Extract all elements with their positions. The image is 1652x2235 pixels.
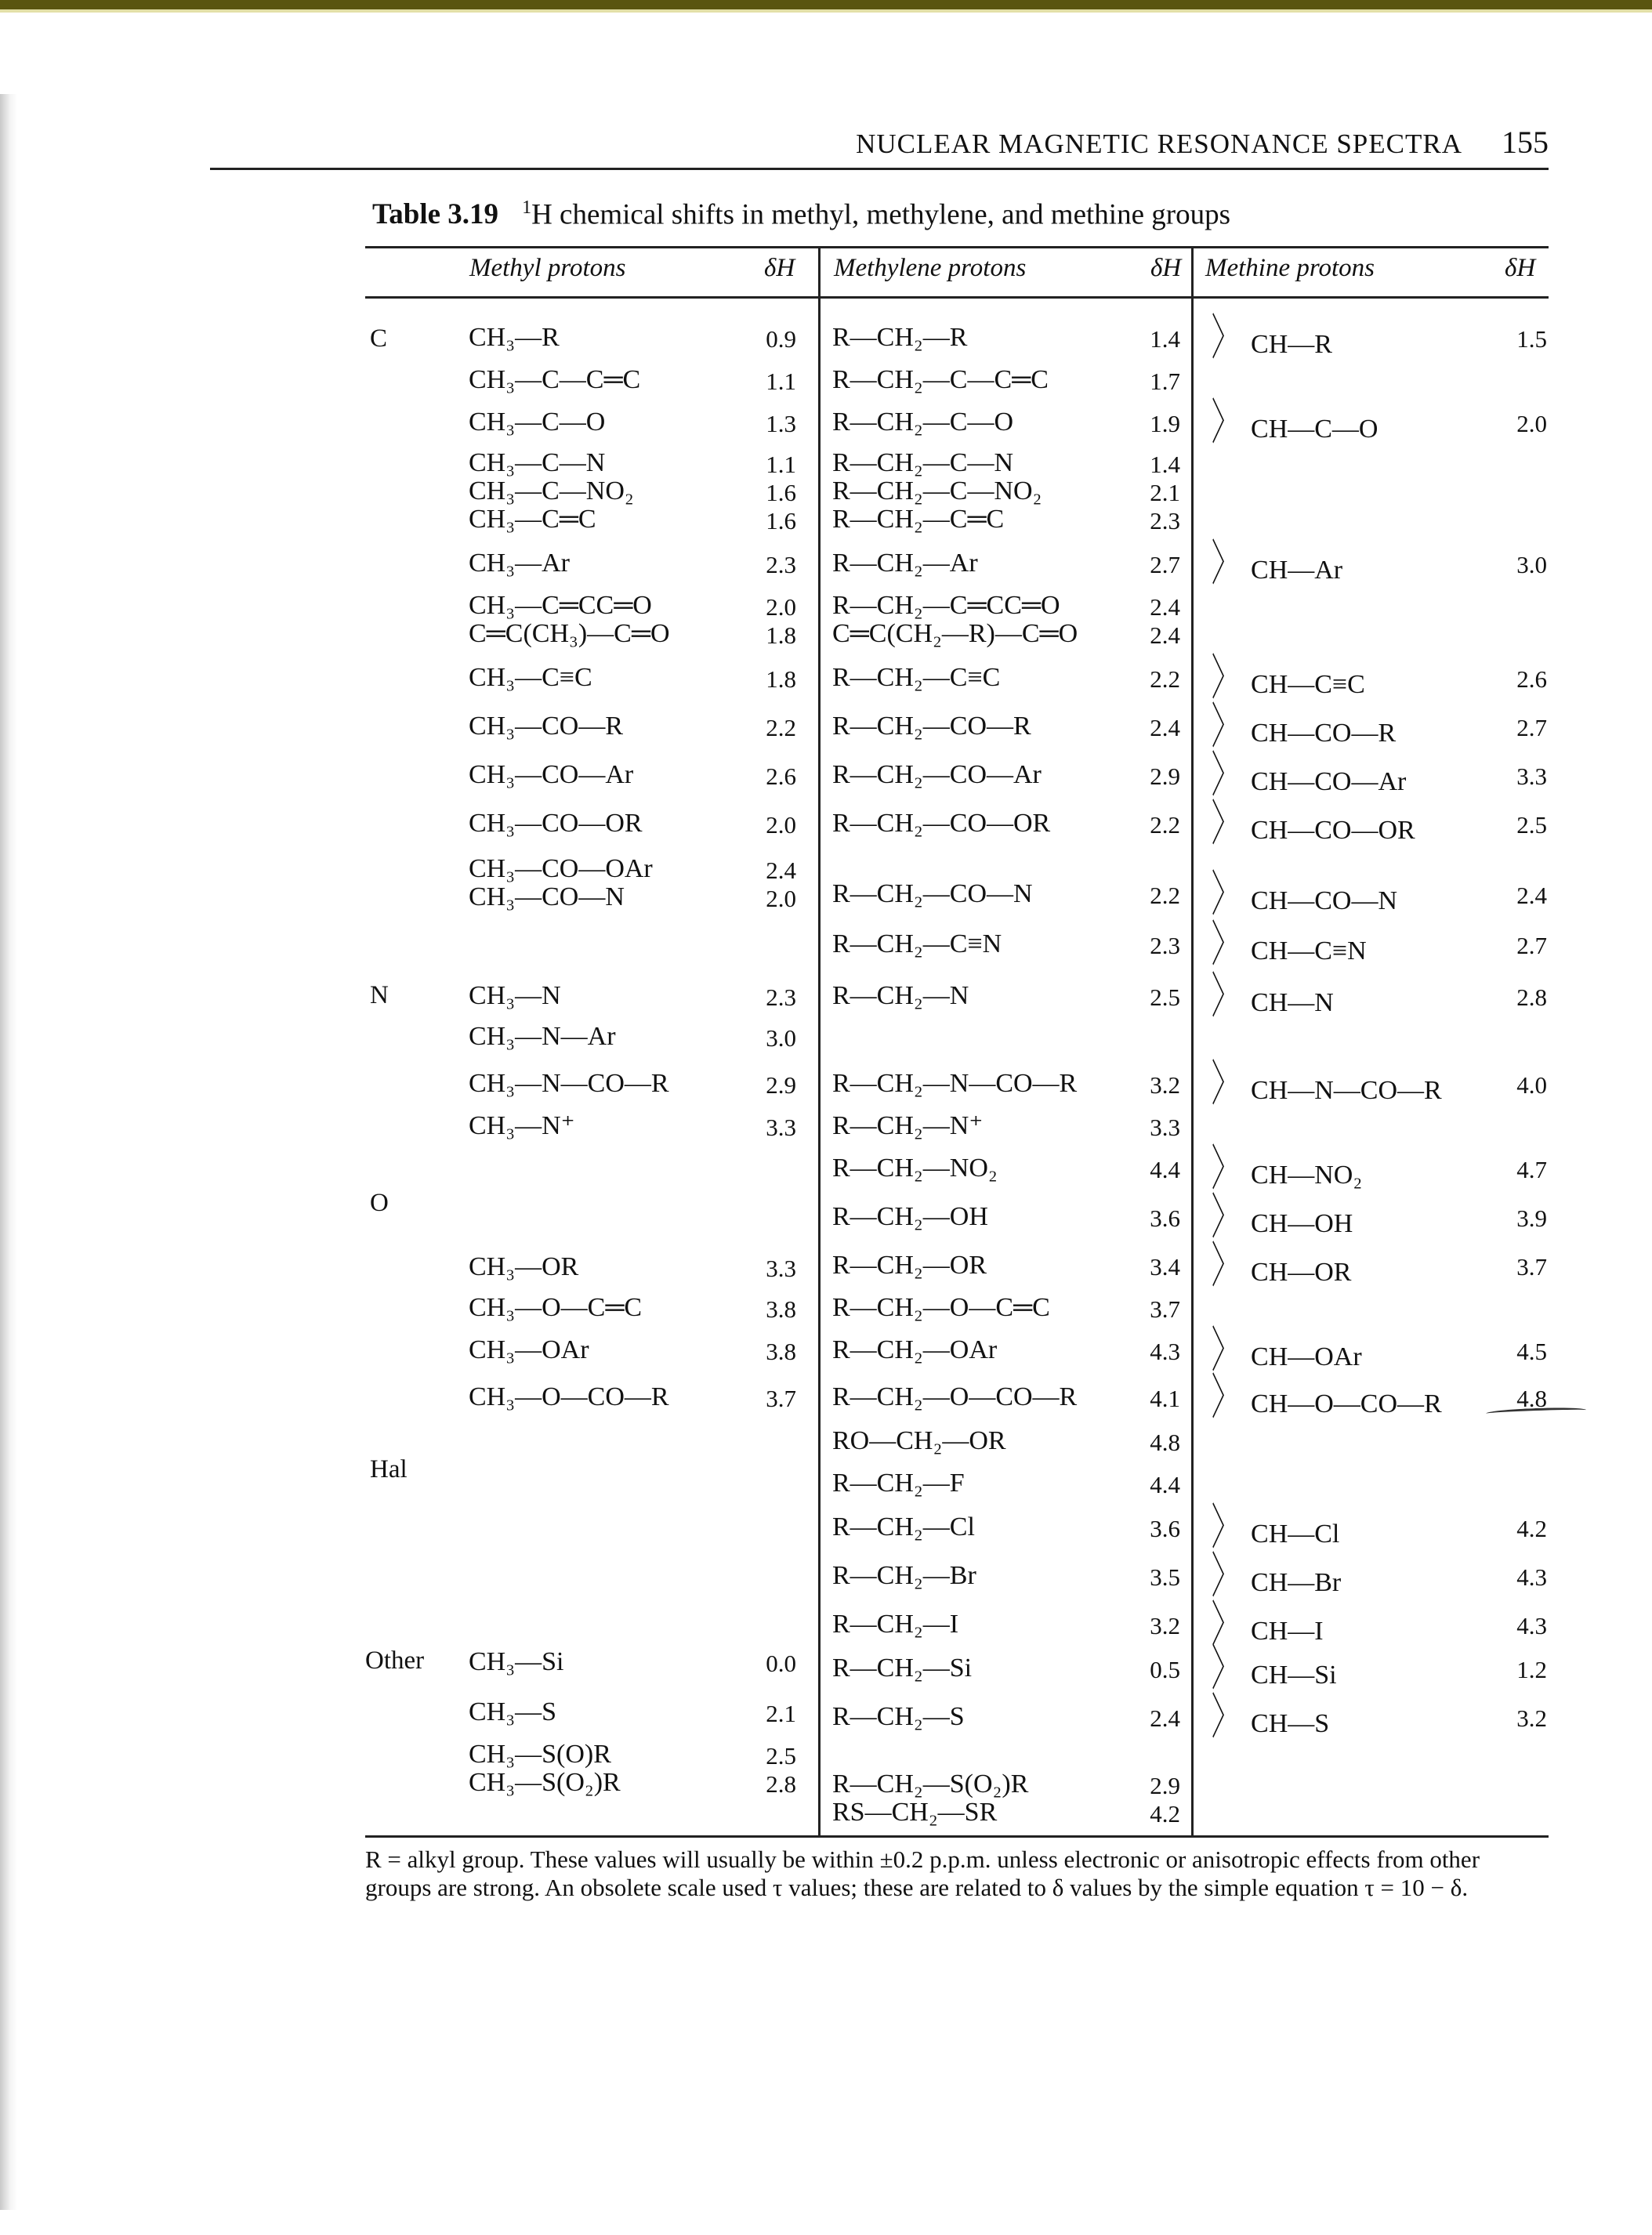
methyl-shift: 2.2 bbox=[766, 714, 796, 741]
branch-mark-icon: 〉 bbox=[1212, 1058, 1239, 1111]
header-delta-3: δH bbox=[1505, 254, 1536, 282]
methylene-shift: 3.6 bbox=[1150, 1515, 1180, 1542]
methyl-shift: 2.0 bbox=[766, 811, 796, 839]
methyl-formula: CH₃—C—NO₂ bbox=[469, 476, 634, 505]
methylene-formula: R—CH₂—I bbox=[832, 1610, 959, 1639]
methyl-shift: 2.8 bbox=[766, 1770, 796, 1798]
methyl-shift: 1.1 bbox=[766, 368, 796, 395]
caption-superscript: 1 bbox=[522, 197, 532, 218]
methine-shift: 2.7 bbox=[1516, 714, 1547, 741]
methyl-formula: CH₃—Si bbox=[469, 1647, 564, 1676]
group-label-c: C bbox=[370, 324, 388, 353]
methylene-formula: R—CH₂—C—N bbox=[832, 448, 1013, 477]
methyl-shift: 1.6 bbox=[766, 507, 796, 534]
methine-shift: 2.6 bbox=[1516, 665, 1547, 693]
group-label-other: Other bbox=[365, 1646, 425, 1675]
methyl-shift: 2.1 bbox=[766, 1700, 796, 1727]
methyl-formula: CH₃—C═C bbox=[469, 505, 596, 534]
methyl-shift: 1.3 bbox=[766, 410, 796, 437]
methylene-shift: 3.4 bbox=[1150, 1253, 1180, 1281]
methine-formula bbox=[1212, 1371, 1442, 1425]
methine-formula bbox=[1212, 749, 1407, 802]
methine-formula bbox=[1212, 1058, 1442, 1111]
methylene-formula: C═C(CH₂—R)—C═O bbox=[832, 619, 1078, 648]
branch-mark-icon: 〉 bbox=[1212, 1191, 1239, 1244]
methylene-formula: R—CH₂—NO₂ bbox=[832, 1154, 998, 1183]
methyl-shift: 3.3 bbox=[766, 1114, 796, 1141]
methyl-formula: CH₃—OR bbox=[469, 1252, 579, 1281]
methine-shift: 2.4 bbox=[1516, 882, 1547, 909]
methine-formula-text: CH—CO—N bbox=[1251, 886, 1398, 915]
methine-formula bbox=[1212, 1643, 1337, 1696]
methylene-shift: 1.9 bbox=[1150, 410, 1180, 437]
methylene-formula: R—CH₂—OR bbox=[832, 1251, 987, 1280]
branch-mark-icon: 〉 bbox=[1212, 1324, 1239, 1378]
header-delta-1: δH bbox=[764, 254, 795, 282]
methylene-shift: 3.6 bbox=[1150, 1204, 1180, 1232]
branch-mark-icon: 〉 bbox=[1212, 1550, 1239, 1603]
table-bottom-rule bbox=[365, 1835, 1549, 1838]
table-footnote: R = alkyl group. These values will usually be within ±0.2 p.p.m. unless electronic or anisotropic effects from other groups are strong. An obsolete scale used τ values; these are related to δ values by the simple equation τ = 10 − δ. bbox=[365, 1846, 1480, 1901]
methylene-shift: 1.4 bbox=[1150, 451, 1180, 478]
methine-formula bbox=[1212, 970, 1334, 1023]
header-methylene: Methylene protons bbox=[834, 254, 1027, 282]
methine-shift: 3.3 bbox=[1516, 763, 1547, 790]
methyl-formula: CH₃—CO—OAr bbox=[469, 854, 653, 883]
methylene-shift: 2.4 bbox=[1150, 621, 1180, 649]
methyl-shift: 0.9 bbox=[766, 325, 796, 353]
methyl-formula: CH₃—CO—OR bbox=[469, 809, 643, 838]
methine-formula-text: CH—CO—OR bbox=[1251, 816, 1415, 845]
methyl-shift: 3.7 bbox=[766, 1385, 796, 1412]
methine-shift: 4.5 bbox=[1516, 1338, 1547, 1365]
methine-formula bbox=[1212, 652, 1365, 705]
methylene-shift: 3.2 bbox=[1150, 1071, 1180, 1099]
methylene-formula: R—CH₂—C═C bbox=[832, 505, 1005, 534]
branch-mark-icon: 〉 bbox=[1212, 868, 1239, 922]
branch-mark-icon: 〉 bbox=[1212, 970, 1239, 1023]
branch-mark-icon: 〉 bbox=[1212, 798, 1239, 851]
methine-formula-text: CH—Ar bbox=[1251, 556, 1343, 585]
methylene-shift: 2.1 bbox=[1150, 479, 1180, 506]
methyl-shift: 2.0 bbox=[766, 885, 796, 912]
methine-formula bbox=[1212, 1550, 1342, 1603]
methine-shift: 4.0 bbox=[1516, 1071, 1547, 1099]
methine-formula bbox=[1212, 312, 1332, 365]
methyl-formula: C═C(CH₃)—C═O bbox=[469, 619, 670, 648]
branch-mark-icon: 〉 bbox=[1212, 312, 1239, 365]
methine-formula-text: CH—R bbox=[1251, 330, 1332, 359]
methine-shift: 3.2 bbox=[1516, 1704, 1547, 1732]
methylene-shift: 3.7 bbox=[1150, 1295, 1180, 1323]
methyl-shift: 1.6 bbox=[766, 479, 796, 506]
methine-shift: 2.7 bbox=[1516, 932, 1547, 959]
branch-mark-icon: 〉 bbox=[1212, 749, 1239, 802]
methylene-shift: 2.5 bbox=[1150, 983, 1180, 1011]
branch-mark-icon: 〉 bbox=[1212, 1240, 1239, 1293]
methyl-formula: CH₃—S bbox=[469, 1697, 556, 1726]
scan-top-band-highlight bbox=[0, 9, 1652, 13]
methyl-formula: CH₃—N—CO—R bbox=[469, 1069, 669, 1098]
methine-shift: 2.0 bbox=[1516, 410, 1547, 437]
column-divider-1 bbox=[818, 246, 821, 1835]
methylene-formula: R—CH₂—N⁺ bbox=[832, 1111, 984, 1140]
methine-shift: 1.5 bbox=[1516, 325, 1547, 353]
methyl-formula: CH₃—CO—R bbox=[469, 712, 623, 741]
caption-text: H chemical shifts in methyl, methylene, and methine groups bbox=[531, 198, 1230, 231]
group-label-o: O bbox=[370, 1189, 389, 1217]
methylene-formula: R—CH₂—O—C═C bbox=[832, 1293, 1050, 1322]
methylene-formula: R—CH₂—C═CC═O bbox=[832, 591, 1060, 620]
methyl-formula: CH₃—OAr bbox=[469, 1335, 589, 1364]
methine-formula-text: CH—Cl bbox=[1251, 1520, 1340, 1549]
methylene-formula: RO—CH₂—OR bbox=[832, 1426, 1006, 1455]
header-methine: Methine protons bbox=[1205, 254, 1375, 282]
methyl-shift: 2.9 bbox=[766, 1071, 796, 1099]
methine-shift: 4.3 bbox=[1516, 1612, 1547, 1639]
methyl-formula: CH₃—CO—Ar bbox=[469, 760, 634, 789]
methylene-formula: R—CH₂—C—NO₂ bbox=[832, 476, 1042, 505]
methyl-formula: CH₃—O—C═C bbox=[469, 1293, 643, 1322]
methylene-formula: R—CH₂—CO—OR bbox=[832, 809, 1051, 838]
methylene-formula: R—CH₂—Br bbox=[832, 1561, 976, 1590]
methine-formula-text: CH—OR bbox=[1251, 1258, 1352, 1287]
methyl-shift: 1.8 bbox=[766, 665, 796, 693]
methyl-shift: 2.4 bbox=[766, 857, 796, 884]
methine-formula bbox=[1212, 1191, 1353, 1244]
methylene-formula: R—CH₂—N—CO—R bbox=[832, 1069, 1078, 1098]
methyl-shift: 3.8 bbox=[766, 1295, 796, 1323]
methine-formula-text: CH—N—CO—R bbox=[1251, 1076, 1442, 1105]
methyl-shift: 2.3 bbox=[766, 551, 796, 578]
methylene-shift: 4.1 bbox=[1150, 1385, 1180, 1412]
methylene-shift: 4.4 bbox=[1150, 1471, 1180, 1498]
methylene-shift: 2.3 bbox=[1150, 507, 1180, 534]
branch-mark-icon: 〉 bbox=[1212, 397, 1239, 450]
methine-formula-text: CH—OH bbox=[1251, 1209, 1353, 1238]
group-label-n: N bbox=[370, 981, 389, 1009]
methylene-shift: 2.2 bbox=[1150, 811, 1180, 839]
methyl-formula: CH₃—N—Ar bbox=[469, 1022, 616, 1051]
methyl-shift: 1.8 bbox=[766, 621, 796, 649]
methyl-formula: CH₃—Ar bbox=[469, 549, 570, 578]
table-top-rule bbox=[365, 246, 1549, 248]
methyl-formula: CH₃—S(O)R bbox=[469, 1740, 611, 1769]
branch-mark-icon: 〉 bbox=[1212, 1371, 1239, 1425]
methyl-formula: CH₃—C═CC═O bbox=[469, 591, 652, 620]
methyl-shift: 2.5 bbox=[766, 1742, 796, 1770]
methylene-shift: 2.3 bbox=[1150, 932, 1180, 959]
methyl-formula: CH₃—C≡C bbox=[469, 663, 592, 692]
branch-mark-icon: 〉 bbox=[1212, 1143, 1239, 1196]
methine-formula-text: CH—N bbox=[1251, 988, 1334, 1017]
methine-formula bbox=[1212, 1599, 1324, 1652]
methine-shift: 1.2 bbox=[1516, 1656, 1547, 1683]
methyl-shift: 2.0 bbox=[766, 593, 796, 621]
methine-shift: 3.0 bbox=[1516, 551, 1547, 578]
methine-formula-text: CH—CO—Ar bbox=[1251, 767, 1407, 796]
methylene-shift: 2.9 bbox=[1150, 1772, 1180, 1799]
methyl-shift: 3.3 bbox=[766, 1255, 796, 1282]
methylene-formula: RS—CH₂—SR bbox=[832, 1798, 998, 1827]
group-label-hal: Hal bbox=[370, 1455, 408, 1483]
methine-formula-text: CH—S bbox=[1251, 1709, 1330, 1738]
methine-formula-text: CH—C≡N bbox=[1251, 936, 1367, 965]
methine-formula-text: CH—OAr bbox=[1251, 1342, 1362, 1371]
methine-formula bbox=[1212, 918, 1367, 972]
methyl-formula: CH₃—C—N bbox=[469, 448, 606, 477]
methylene-shift: 3.5 bbox=[1150, 1563, 1180, 1591]
methylene-shift: 2.2 bbox=[1150, 882, 1180, 909]
branch-mark-icon: 〉 bbox=[1212, 1643, 1239, 1696]
table-header-rule bbox=[365, 296, 1549, 299]
methylene-formula: R—CH₂—CO—N bbox=[832, 879, 1033, 908]
methylene-formula: R—CH₂—Si bbox=[832, 1654, 973, 1683]
methylene-formula: R—CH₂—Cl bbox=[832, 1512, 975, 1541]
methine-formula-text: CH—C≡C bbox=[1251, 670, 1365, 699]
methyl-formula: CH₃—O—CO—R bbox=[469, 1382, 669, 1411]
methyl-formula: CH₃—R bbox=[469, 323, 560, 352]
methylene-formula: R—CH₂—R bbox=[832, 323, 968, 352]
methine-formula-text: CH—CO—R bbox=[1251, 719, 1397, 748]
methylene-shift: 4.8 bbox=[1150, 1429, 1180, 1456]
methylene-formula: R—CH₂—N bbox=[832, 981, 969, 1010]
methylene-shift: 1.7 bbox=[1150, 368, 1180, 395]
scan-left-edge bbox=[0, 94, 17, 2210]
methylene-formula: R—CH₂—C—C═C bbox=[832, 365, 1049, 394]
methylene-shift: 2.7 bbox=[1150, 551, 1180, 578]
methine-formula bbox=[1212, 1501, 1340, 1555]
methylene-formula: R—CH₂—S bbox=[832, 1702, 965, 1731]
branch-mark-icon: 〉 bbox=[1212, 538, 1239, 591]
methyl-shift: 0.0 bbox=[766, 1650, 796, 1677]
methyl-formula: CH₃—C—C═C bbox=[469, 365, 641, 394]
methylene-shift: 2.2 bbox=[1150, 665, 1180, 693]
branch-mark-icon: 〉 bbox=[1212, 918, 1239, 972]
methylene-shift: 2.4 bbox=[1150, 1704, 1180, 1732]
methylene-formula: R—CH₂—CO—R bbox=[832, 712, 1031, 741]
methine-formula-text: CH—Si bbox=[1251, 1661, 1337, 1690]
methylene-formula: R—CH₂—O—CO—R bbox=[832, 1382, 1078, 1411]
methine-formula bbox=[1212, 1324, 1362, 1378]
shift-table bbox=[365, 246, 1549, 1837]
methyl-formula: CH₃—N bbox=[469, 981, 561, 1010]
page-number: 155 bbox=[1502, 125, 1549, 160]
methylene-shift: 2.9 bbox=[1150, 763, 1180, 790]
methine-formula bbox=[1212, 868, 1398, 922]
methylene-formula: R—CH₂—C≡C bbox=[832, 663, 1001, 692]
methyl-shift: 3.8 bbox=[766, 1338, 796, 1365]
methylene-shift: 3.3 bbox=[1150, 1114, 1180, 1141]
methyl-shift: 2.3 bbox=[766, 983, 796, 1011]
methine-formula-text: CH—I bbox=[1251, 1617, 1324, 1646]
running-header-title: NUCLEAR MAGNETIC RESONANCE SPECTRA bbox=[856, 129, 1462, 159]
methylene-shift: 3.2 bbox=[1150, 1612, 1180, 1639]
methine-formula bbox=[1212, 538, 1343, 591]
methine-formula bbox=[1212, 1691, 1330, 1744]
methine-shift: 4.8 bbox=[1516, 1385, 1547, 1412]
methine-shift: 4.7 bbox=[1516, 1156, 1547, 1183]
methine-formula bbox=[1212, 1240, 1352, 1293]
methylene-shift: 4.2 bbox=[1150, 1800, 1180, 1827]
methylene-formula: R—CH₂—OH bbox=[832, 1202, 988, 1231]
branch-mark-icon: 〉 bbox=[1212, 1691, 1239, 1744]
methyl-formula: CH₃—S(O₂)R bbox=[469, 1768, 621, 1797]
methyl-shift: 2.6 bbox=[766, 763, 796, 790]
methine-shift: 4.3 bbox=[1516, 1563, 1547, 1591]
methylene-formula: R—CH₂—CO—Ar bbox=[832, 760, 1042, 789]
methylene-shift: 0.5 bbox=[1150, 1656, 1180, 1683]
methine-formula-text: CH—C—O bbox=[1251, 415, 1378, 444]
methylene-formula: R—CH₂—C≡N bbox=[832, 929, 1002, 958]
methine-formula-text: CH—O—CO—R bbox=[1251, 1389, 1442, 1418]
methine-formula-text: CH—NO₂ bbox=[1251, 1161, 1363, 1190]
header-delta-2: δH bbox=[1150, 254, 1182, 282]
methylene-formula: R—CH₂—OAr bbox=[832, 1335, 998, 1364]
methine-formula bbox=[1212, 397, 1378, 450]
methylene-shift: 2.4 bbox=[1150, 714, 1180, 741]
methylene-shift: 1.4 bbox=[1150, 325, 1180, 353]
methine-shift: 3.7 bbox=[1516, 1253, 1547, 1281]
methine-shift: 2.8 bbox=[1516, 983, 1547, 1011]
methyl-formula: CH₃—CO—N bbox=[469, 882, 625, 911]
methylene-shift: 4.4 bbox=[1150, 1156, 1180, 1183]
methine-shift: 4.2 bbox=[1516, 1515, 1547, 1542]
methylene-formula: R—CH₂—Ar bbox=[832, 549, 978, 578]
methine-shift: 3.9 bbox=[1516, 1204, 1547, 1232]
branch-mark-icon: 〉 bbox=[1212, 1599, 1239, 1652]
methylene-formula: R—CH₂—F bbox=[832, 1469, 965, 1498]
methylene-formula: R—CH₂—S(O₂)R bbox=[832, 1770, 1029, 1799]
methyl-shift: 1.1 bbox=[766, 451, 796, 478]
methyl-shift: 3.0 bbox=[766, 1024, 796, 1052]
header-methyl: Methyl protons bbox=[469, 254, 626, 282]
methyl-formula: CH₃—C—O bbox=[469, 408, 606, 436]
running-header bbox=[210, 124, 1549, 170]
branch-mark-icon: 〉 bbox=[1212, 701, 1239, 754]
methine-formula bbox=[1212, 701, 1397, 754]
table-caption bbox=[372, 197, 1230, 231]
methyl-formula: CH₃—N⁺ bbox=[469, 1111, 575, 1140]
scan-top-band bbox=[0, 0, 1652, 9]
methylene-shift: 2.4 bbox=[1150, 593, 1180, 621]
methine-formula-text: CH—Br bbox=[1251, 1568, 1342, 1597]
methylene-shift: 4.3 bbox=[1150, 1338, 1180, 1365]
methine-formula bbox=[1212, 1143, 1363, 1196]
table-label: Table 3.19 bbox=[372, 198, 499, 231]
branch-mark-icon: 〉 bbox=[1212, 652, 1239, 705]
methine-formula bbox=[1212, 798, 1415, 851]
branch-mark-icon: 〉 bbox=[1212, 1501, 1239, 1555]
column-divider-2 bbox=[1191, 246, 1194, 1835]
methylene-formula: R—CH₂—C—O bbox=[832, 408, 1013, 436]
methine-shift: 2.5 bbox=[1516, 811, 1547, 839]
